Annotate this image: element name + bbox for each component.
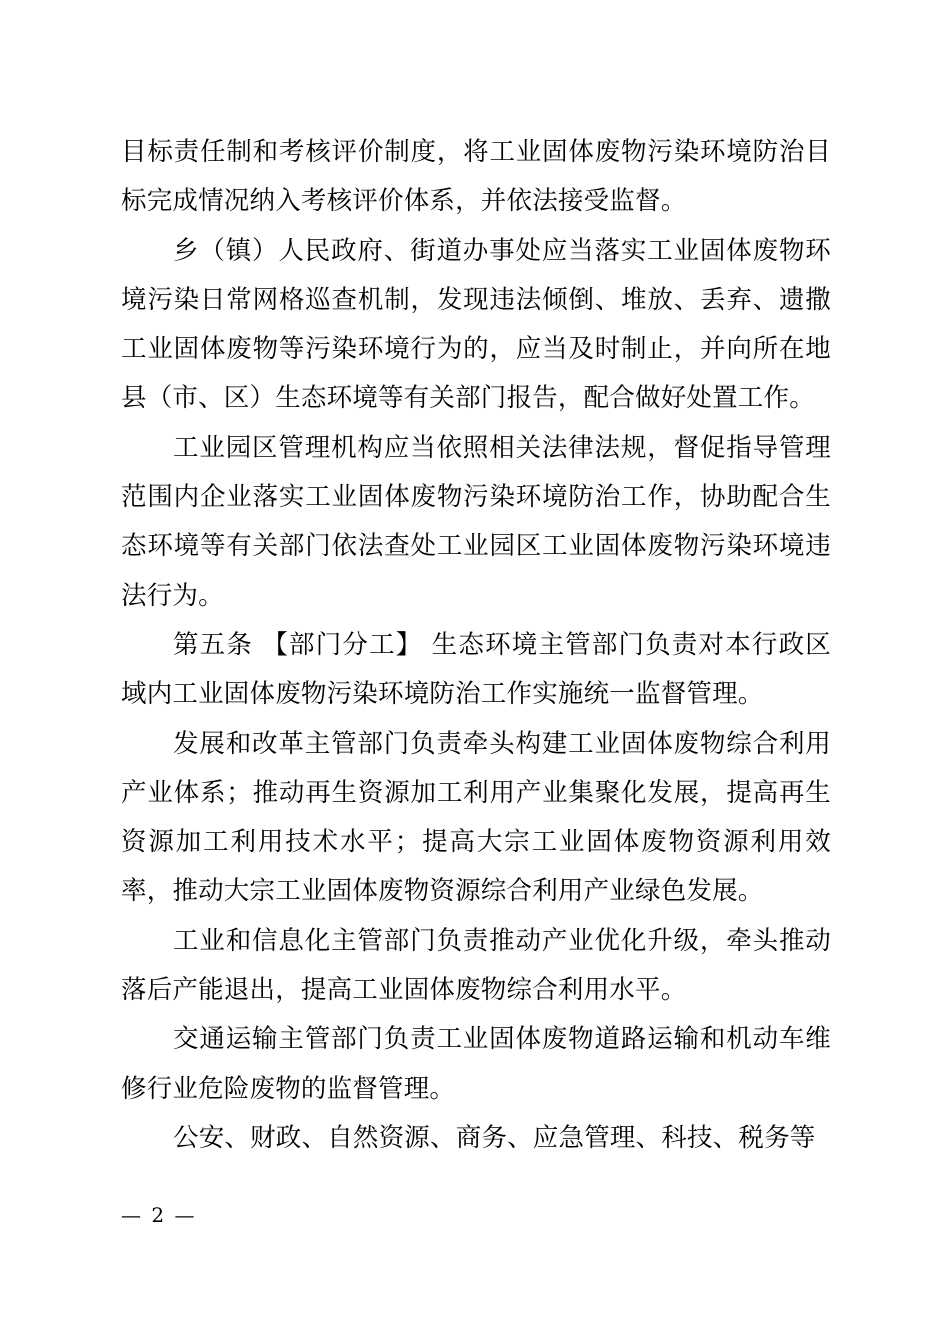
paragraph-3: 工业园区管理机构应当依照相关法律法规，督促指导管理范围内企业落实工业固体废物污染环境防治工作，协助配合生态环境等有关部门依法查处工业园区工业固体废物污染环境违法行为。 [121,432,831,611]
page-number: — 2 — [121,1203,197,1227]
paragraph-7: 交通运输主管部门负责工业固体废物道路运输和机动车维修行业危险废物的监督管理。 [121,1024,831,1104]
paragraph-6: 工业和信息化主管部门负责推动产业优化升级，牵头推动落后产能退出，提高工业固体废物综合利用水平。 [121,925,831,1006]
paragraph-2: 乡（镇）人民政府、街道办事处应当落实工业固体废物环境污染日常网格巡查机制，发现违法倾倒、堆放、丢弃、遗撒工业固体废物等污染环境行为的，应当及时制止，并向所在地县（市、区）生态环境等有关部门报告，配合做好处置工作。 [121,235,831,414]
paragraph-1: 目标责任制和考核评价制度，将工业固体废物污染环境防治目标完成情况纳入考核评价体系，并依法接受监督。 [121,137,831,217]
paragraph-article-5: 第五条 【部门分工】 生态环境主管部门负责对本行政区域内工业固体废物污染环境防治工作实施统一监督管理。 [121,629,831,710]
body-text [121,128,831,1163]
paragraph-8: 公安、财政、自然资源、商务、应急管理、科技、税务等 [173,1122,816,1153]
paragraph-5: 发展和改革主管部门负责牵头构建工业固体废物综合利用产业体系；推动再生资源加工利用产业集聚化发展，提高再生资源加工利用技术水平；提高大宗工业固体废物资源利用效率，推动大宗工业固体废物资源综合利用产业绿色发展。 [121,728,831,907]
